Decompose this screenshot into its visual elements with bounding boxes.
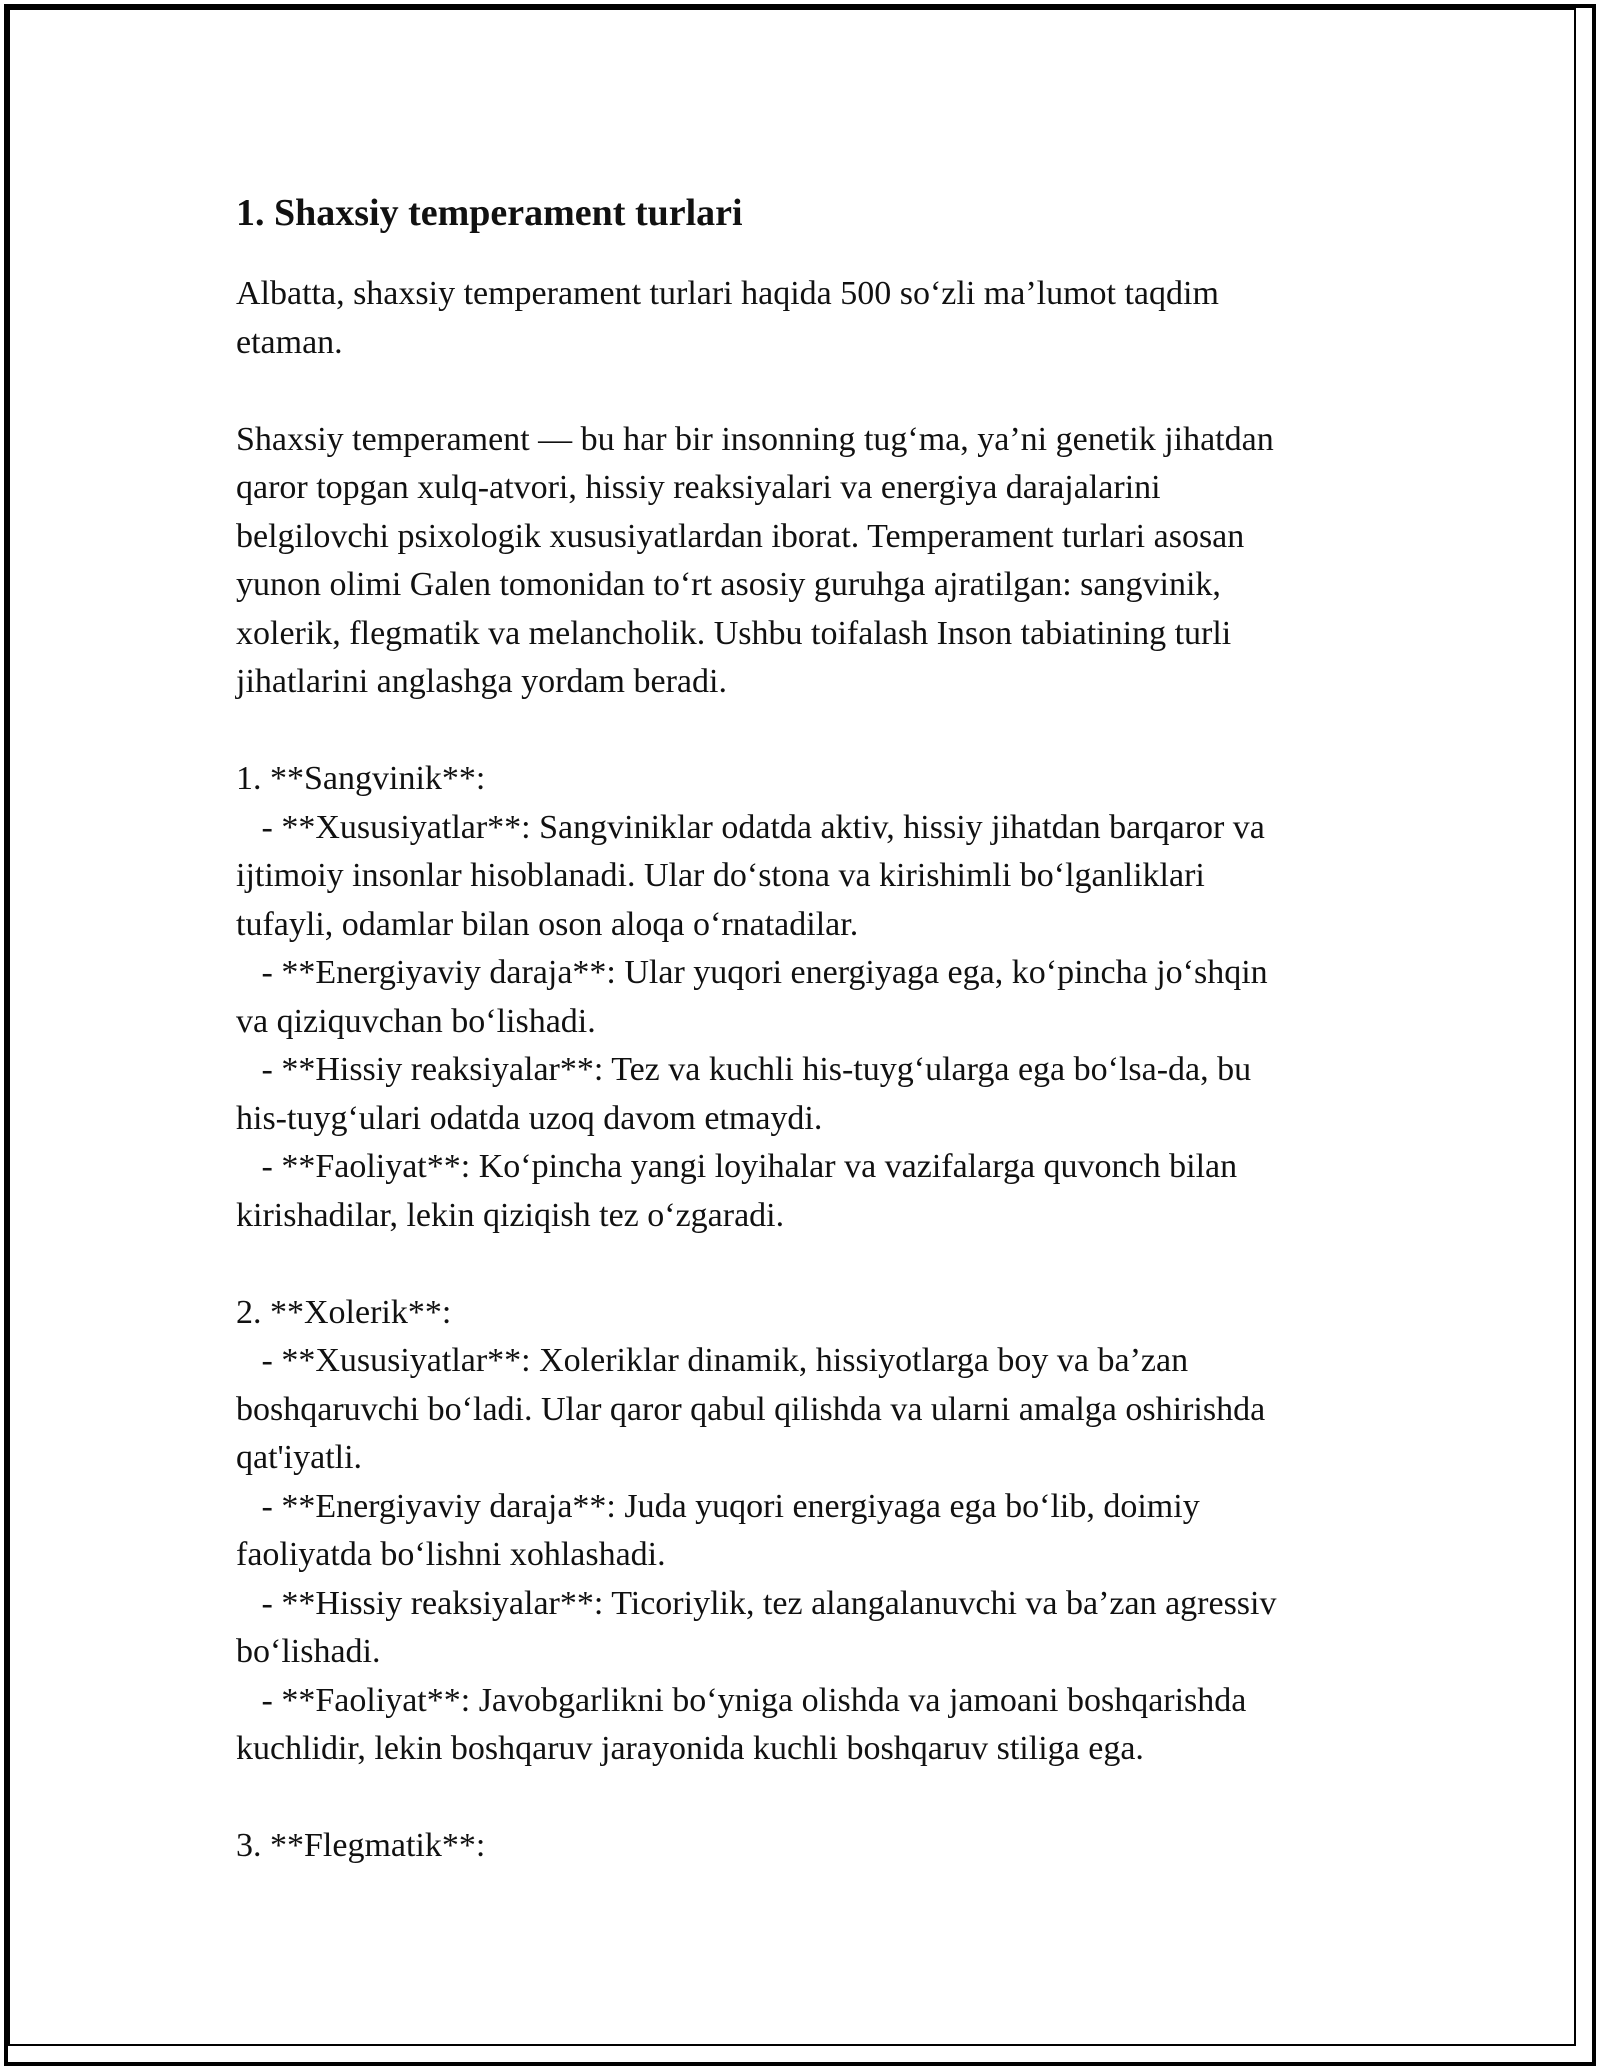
document-line: ijtimoiy insonlar hisoblanadi. Ular do‘stona va kirishimli bo‘lganliklari	[236, 857, 1205, 894]
document-line: - **Xususiyatlar**: Xoleriklar dinamik, hissiyotlarga boy va ba’zan	[236, 1342, 1189, 1379]
document-line: 3. **Flegmatik**:	[236, 1827, 486, 1864]
document-line: 1. **Sangvinik**:	[236, 760, 486, 797]
document-line: qaror topgan xulq-atvori, hissiy reaksiyalari va energiya darajalarini	[236, 469, 1161, 506]
document-line: faoliyatda bo‘lishni xohlashadi.	[236, 1536, 666, 1573]
document-line: - **Energiyaviy daraja**: Ular yuqori energiyaga ega, ko‘pincha jo‘shqin	[236, 954, 1268, 991]
document-line: boshqaruvchi bo‘ladi. Ular qaror qabul qilishda va ularni amalga oshirishda	[236, 1390, 1266, 1428]
document-line: - **Faoliyat**: Javobgarlikni bo‘yniga olishda va jamoani boshqarishda	[236, 1681, 1247, 1719]
document-line: Albatta, shaxsiy temperament turlari haqida 500 so‘zli ma’lumot taqdim	[236, 275, 1219, 312]
document-heading: 1. Shaxsiy temperament turlari	[236, 192, 743, 234]
document-line: bo‘lishadi.	[236, 1633, 381, 1670]
document-line: - **Hissiy reaksiyalar**: Ticoriylik, tez alangalanuvchi va ba’zan agressiv	[236, 1584, 1277, 1622]
document-line: belgilovchi psixologik xususiyatlardan iborat. Temperament turlari asosan	[236, 517, 1245, 555]
document-line: kirishadilar, lekin qiziqish tez o‘zgaradi.	[236, 1196, 785, 1234]
document-line: kuchlidir, lekin boshqaruv jarayonida kuchli boshqaruv stiliga ega.	[236, 1730, 1144, 1767]
document-line: 2. **Xolerik**:	[236, 1293, 452, 1331]
document-line: qat'iyatli.	[236, 1439, 363, 1476]
document-line: va qiziquvchan bo‘lishadi.	[236, 1002, 596, 1040]
document-line: - **Xususiyatlar**: Sangviniklar odatda aktiv, hissiy jihatdan barqaror va	[236, 808, 1265, 846]
document-line: - **Energiyaviy daraja**: Juda yuqori energiyaga ega bo‘lib, doimiy	[236, 1487, 1200, 1525]
document-line: Shaxsiy temperament — bu har bir insonning tug‘ma, ya’ni genetik jihatdan	[236, 420, 1274, 458]
document-line: etaman.	[236, 323, 343, 361]
document-line: xolerik, flegmatik va melancholik. Ushbu toifalash Inson tabiatining turli	[236, 614, 1232, 652]
document-line: his-tuyg‘ulari odatda uzoq davom etmaydi.	[236, 1099, 823, 1137]
document-line: tufayli, odamlar bilan oson aloqa o‘rnatadilar.	[236, 905, 859, 943]
document-line: jihatlarini anglashga yordam beradi.	[236, 663, 727, 700]
document-line: yunon olimi Galen tomonidan to‘rt asosiy guruhga ajratilgan: sangvinik,	[236, 566, 1221, 603]
document-line: - **Hissiy reaksiyalar**: Tez va kuchli his-tuyg‘ularga ega bo‘lsa-da, bu	[236, 1051, 1252, 1088]
document-line: - **Faoliyat**: Ko‘pincha yangi loyihalar va vazifalarga quvonch bilan	[236, 1148, 1238, 1185]
